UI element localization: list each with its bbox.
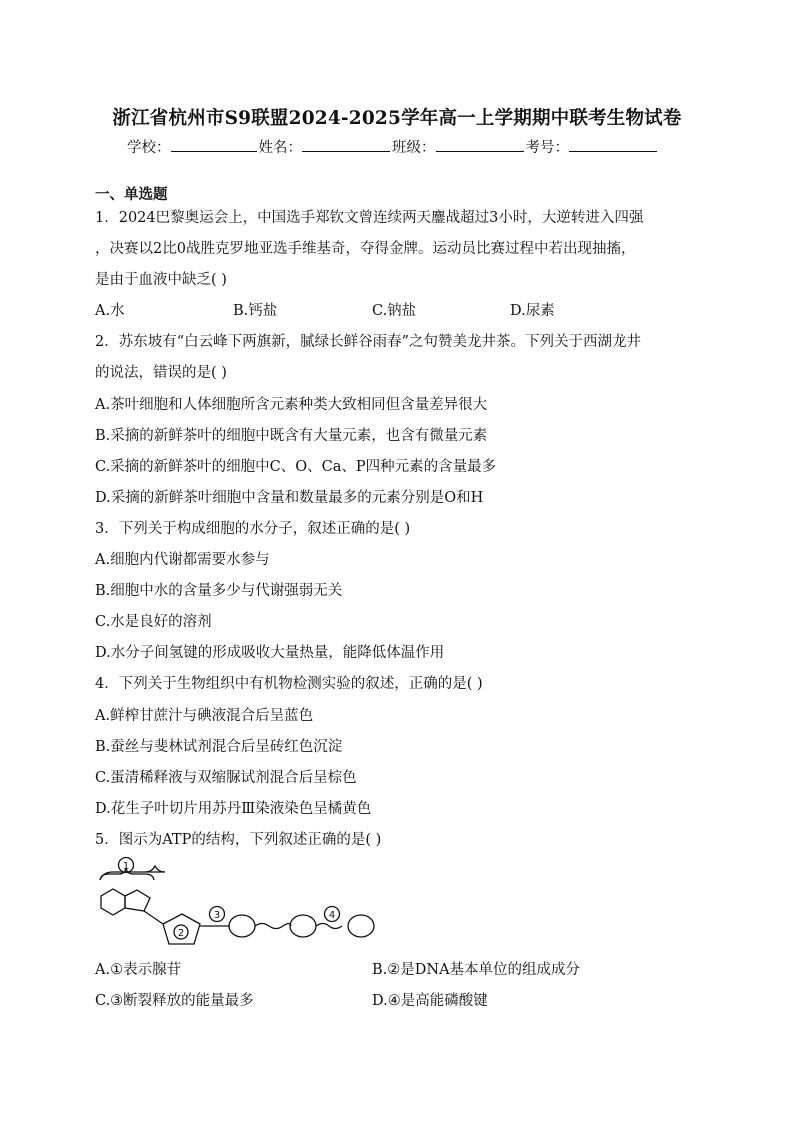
question-5-option-a[interactable]: A.①表示腺苷 [95,962,182,978]
question-1-option-b[interactable]: B.钙盐 [233,303,278,319]
question-3-option-b[interactable]: B.细胞中水的含量多少与代谢强弱无关 [95,583,343,599]
question-4-option-d[interactable]: D.花生子叶切片用苏丹Ⅲ染液染色呈橘黄色 [95,801,372,817]
student-info-row [127,136,657,157]
diagram-label-2-digit: 2 [177,928,185,939]
diagram-label-4-digit: 4 [328,910,336,921]
class-blank [436,137,524,152]
class-label: 班级： [392,140,436,156]
school-label: 学校： [127,140,171,156]
adenine-pentagon [125,890,150,911]
question-4-line-1: 4．下列关于生物组织中有机物检测实验的叙述，正确的是( ) [95,676,483,692]
page-title: 浙江省杭州市S9联盟2024-2025学年高一上学期期中联考生物试卷 [112,108,682,129]
name-label: 姓名： [258,140,302,156]
high-energy-bond-1 [255,924,291,929]
question-1-option-a[interactable]: A.水 [95,303,125,319]
question-1-line-2: ，决赛以2比0战胜克罗地亚选手维基奇，夺得金牌。运动员比赛过程中若出现抽搐， [95,241,636,257]
question-1-line-3: 是由于血液中缺乏( ) [95,272,227,288]
name-blank [302,137,390,152]
question-5-line-1: 5．图示为ATP的结构，下列叙述正确的是( ) [95,832,382,848]
question-1-option-d[interactable]: D.尿素 [510,303,555,319]
question-3-option-c[interactable]: C.水是良好的溶剂 [95,614,212,630]
number-label: 考号： [525,140,569,156]
question-2-line-2: 的说法，错误的是( ) [95,365,227,381]
phosphate-circle-3 [348,915,374,937]
question-5-option-b[interactable]: B.②是DNA基本单位的组成成分 [372,962,581,978]
question-2-line-1: 2．苏东坡有“白云峰下两旗新，腻绿长鲜谷雨春”之句赞美龙井茶。下列关于西湖龙井 [95,334,642,350]
school-blank [171,137,257,152]
number-blank [569,137,657,152]
adenine-hexagon [101,889,125,915]
question-4-option-c[interactable]: C.蛋清稀释液与双缩脲试剂混合后呈棕色 [95,770,357,786]
question-2-option-c[interactable]: C.采摘的新鲜茶叶的细胞中C、O、Ca、P四种元素的含量最多 [95,459,497,475]
high-energy-bond-2 [316,924,342,929]
phosphate-circle-2 [290,915,316,937]
question-2-option-d[interactable]: D.采摘的新鲜茶叶细胞中含量和数量最多的元素分别是O和H [95,490,484,506]
section-heading: 一、单选题 [95,186,168,203]
diagram-label-1-digit: 1 [122,861,130,872]
question-3-line-1: 3．下列关于构成细胞的水分子，叙述正确的是( ) [95,521,411,537]
question-4-option-a[interactable]: A.鲜榨甘蔗汁与碘液混合后呈蓝色 [95,708,314,724]
phosphate-circle-1 [229,915,255,937]
question-2-option-b[interactable]: B.采摘的新鲜茶叶的细胞中既含有大量元素，也含有微量元素 [95,428,488,444]
question-2-option-a[interactable]: A.茶叶细胞和人体细胞所含元素种类大致相同但含量差异很大 [95,397,488,413]
question-3-option-d[interactable]: D.水分子间氢键的形成吸收大量热量，能降低体温作用 [95,645,445,661]
diagram-label-3-digit: 3 [213,910,221,921]
question-5-option-d[interactable]: D.④是高能磷酸键 [372,993,488,1009]
question-5-option-c[interactable]: C.③断裂释放的能量最多 [95,993,254,1009]
question-1-option-c[interactable]: C.钠盐 [372,303,417,319]
question-4-option-b[interactable]: B.蚕丝与斐林试剂混合后呈砖红色沉淀 [95,739,343,755]
question-3-option-a[interactable]: A.细胞内代谢都需要水参与 [95,552,270,568]
question-1-line-1: 1．2024巴黎奥运会上，中国选手郑钦文曾连续两天鏖战超过3小时，大逆转进入四强 [95,210,644,226]
atp-structure-diagram [95,856,385,948]
